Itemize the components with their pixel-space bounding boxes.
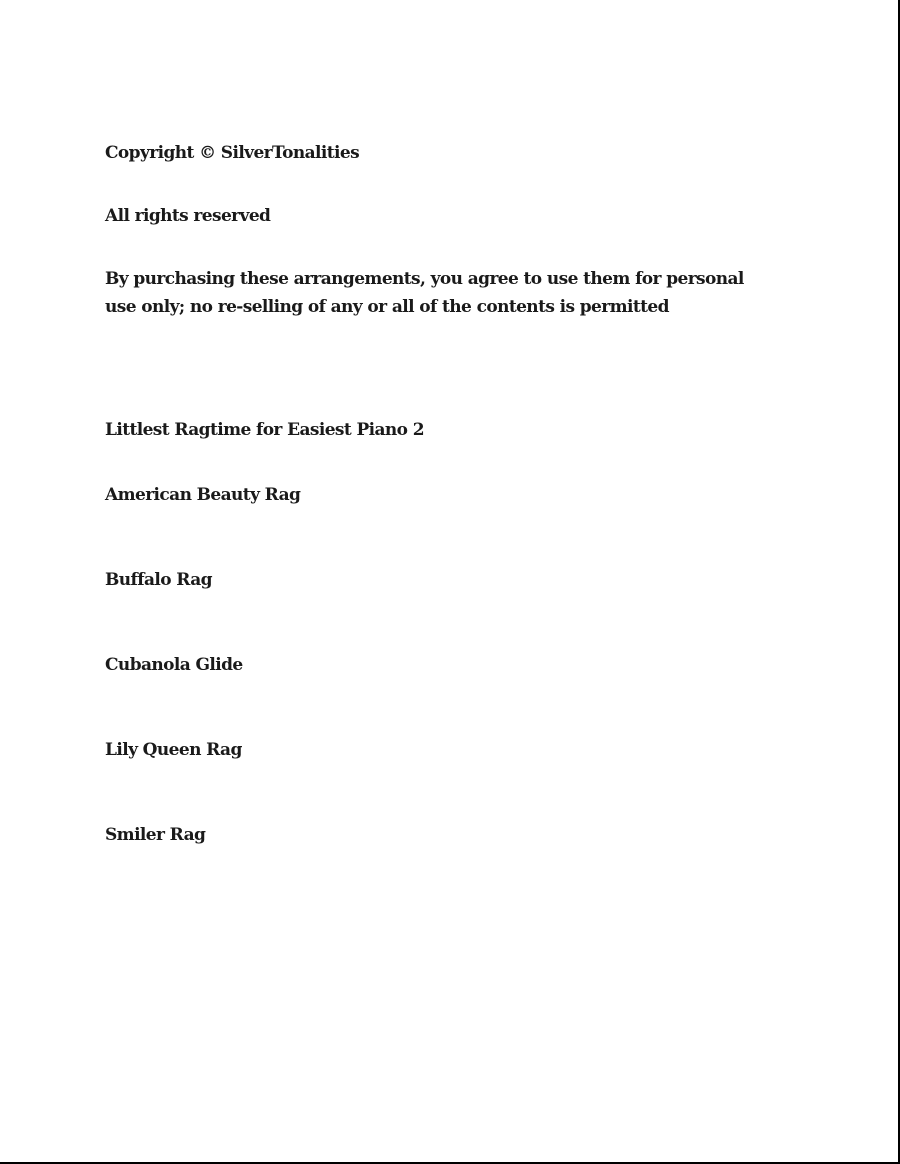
book-title: Littlest Ragtime for Easiest Piano 2: [105, 420, 424, 440]
contents-item-cubanola-glide: Cubanola Glide: [105, 655, 243, 675]
contents-item-smiler-rag: Smiler Rag: [105, 825, 206, 845]
usage-notice-line: use only; no re-selling of any or all of the contents is permitted: [105, 297, 669, 317]
usage-notice: [105, 265, 805, 321]
contents-item-lily-queen-rag: Lily Queen Rag: [105, 740, 242, 760]
contents-item-buffalo-rag: Buffalo Rag: [105, 570, 212, 590]
contents-item-american-beauty-rag: American Beauty Rag: [105, 485, 301, 505]
usage-notice-line: By purchasing these arrangements, you agree to use them for personal: [105, 269, 744, 289]
copyright-line: Copyright © SilverTonalities: [105, 143, 360, 163]
rights-line: All rights reserved: [105, 206, 271, 226]
